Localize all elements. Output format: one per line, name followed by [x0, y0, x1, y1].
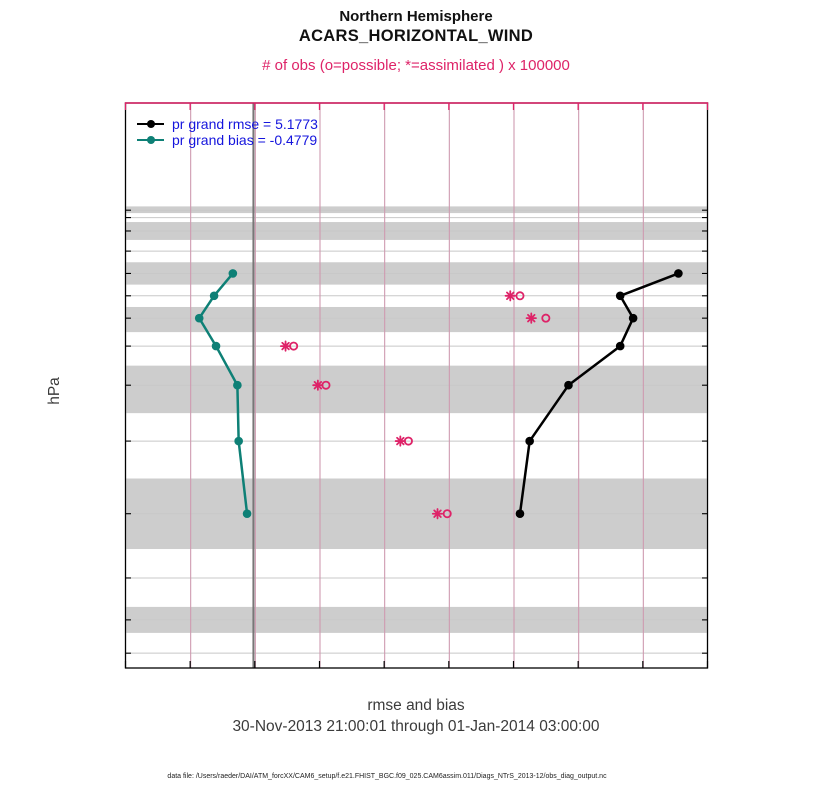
pressure-bin-bands — [126, 206, 707, 632]
data-point-icon — [516, 509, 525, 518]
data-point-icon — [629, 314, 638, 323]
legend-label-rmse: pr grand rmse = 5.1773 — [172, 116, 318, 132]
y-axis-label: hPa — [46, 377, 63, 405]
data-point-icon — [616, 292, 625, 301]
chart-subtitle: ACARS_HORIZONTAL_WIND — [298, 27, 534, 45]
x-axis-label: rmse and bias — [367, 697, 465, 714]
time-range-caption: 30-Nov-2013 21:00:01 through 01-Jan-2014 03:00:00 — [232, 718, 600, 735]
assimilated-obs-asterisk-icon — [506, 291, 515, 300]
data-point-icon — [234, 437, 243, 446]
bias-marker-icon — [147, 136, 156, 145]
data-point-icon — [564, 381, 573, 390]
assimilated-obs-asterisk-icon — [281, 341, 290, 350]
assimilated-obs-asterisk-icon — [396, 436, 405, 445]
rmse-marker-icon — [147, 120, 156, 129]
legend — [137, 116, 318, 148]
data-point-icon — [233, 381, 242, 390]
legend-label-bias: pr grand bias = -0.4779 — [172, 132, 318, 148]
data-point-icon — [616, 342, 625, 351]
bias-line-sample-icon — [137, 139, 164, 141]
data-file-caption: data file: /Users/raeder/DAI/ATM_forcXX/CAM6_setup/f.e21.FHIST_BGC.f09_025.CAM6assim.011/Diags_NTrS_2013-12/obs_diag_output.nc — [167, 773, 607, 780]
rmse-line-sample-icon — [137, 123, 164, 125]
assimilated-obs-asterisk-icon — [313, 381, 322, 390]
data-point-icon — [195, 314, 204, 323]
assimilated-obs-asterisk-icon — [433, 509, 442, 518]
chart-title: Northern Hemisphere — [339, 8, 493, 25]
data-point-icon — [525, 437, 534, 446]
data-point-icon — [674, 269, 683, 278]
legend-item-rmse — [137, 116, 318, 132]
assimilated-obs-asterisk-icon — [527, 313, 536, 322]
data-point-icon — [229, 269, 238, 278]
data-point-icon — [212, 342, 221, 351]
legend-item-bias — [137, 132, 318, 148]
data-point-icon — [243, 509, 252, 518]
data-point-icon — [210, 292, 219, 301]
top-axis-label: # of obs (o=possible; *=assimilated ) x 100000 — [262, 57, 570, 74]
